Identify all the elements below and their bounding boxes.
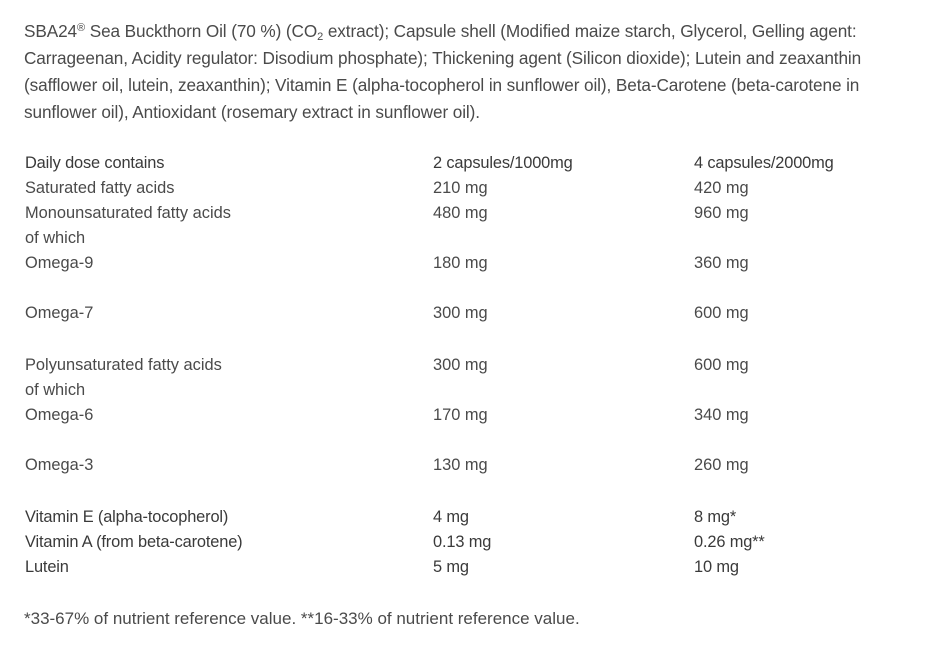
- row-label: Vitamin A (from beta-carotene): [25, 533, 243, 551]
- row-value-2-capsules: 480 mg: [433, 204, 488, 222]
- table-row: [0, 403, 931, 428]
- row-label: Vitamin E (alpha-tocopherol): [25, 508, 229, 526]
- row-value-4-capsules: 420 mg: [694, 179, 749, 197]
- row-value-4-capsules: 0.26 mg**: [694, 533, 765, 551]
- table-row: [0, 505, 931, 530]
- table-header-row: [0, 151, 931, 176]
- header-dose-4-capsules: 4 capsules/2000mg: [694, 154, 834, 172]
- ingredients-text-start: Sea Buckthorn Oil (70 %) (CO: [85, 21, 318, 41]
- table-row: [0, 453, 931, 478]
- ingredients-paragraph: [24, 18, 924, 126]
- ingredients-text-rest: extract); Capsule shell (Modified maize starch, Glycerol, Gelling agent: Carrageenan, Acidity regulator: Disodium phosphate); Thickening agent (Silicon dioxide); Lutein and zeaxanthin (safflower oil, lutein, zeaxanthin); Vitamin E (alpha-tocopherol in sunflower oil), Beta-Carotene (beta-carotene in sunflower oil), Antioxidant (rosemary extract in sunflower oil).: [24, 21, 862, 122]
- row-value-4-capsules: 960 mg: [694, 204, 749, 222]
- table-row: [0, 176, 931, 201]
- row-label: Omega-7: [25, 304, 94, 322]
- row-value-2-capsules: 300 mg: [433, 356, 488, 374]
- row-value-2-capsules: 300 mg: [433, 304, 488, 322]
- row-value-4-capsules: 10 mg: [694, 558, 739, 576]
- row-value-4-capsules: 8 mg*: [694, 508, 737, 526]
- row-value-2-capsules: 180 mg: [433, 254, 488, 272]
- ingredients-prefix: SBA24: [24, 21, 78, 41]
- row-value-4-capsules: 260 mg: [694, 456, 749, 474]
- row-value-4-capsules: 340 mg: [694, 406, 749, 424]
- header-label: Daily dose contains: [25, 154, 165, 172]
- table-row: [0, 251, 931, 276]
- header-dose-2-capsules: 2 capsules/1000mg: [433, 154, 573, 172]
- footnote: *33-67% of nutrient reference value. **16-33% of nutrient reference value.: [24, 609, 580, 628]
- row-label: Omega-9: [25, 254, 94, 272]
- table-row: [0, 555, 931, 580]
- row-value-2-capsules: 0.13 mg: [433, 533, 492, 551]
- row-label: Polyunsaturated fatty acids: [25, 356, 222, 374]
- table-row: [0, 378, 931, 403]
- co2-subscript: 2: [317, 31, 324, 43]
- row-label: Lutein: [25, 558, 69, 576]
- registered-mark: ®: [77, 22, 86, 34]
- row-label: Omega-3: [25, 456, 94, 474]
- table-row: [0, 226, 931, 251]
- row-label: Saturated fatty acids: [25, 179, 175, 197]
- row-value-4-capsules: 600 mg: [694, 304, 749, 322]
- row-value-2-capsules: 170 mg: [433, 406, 488, 424]
- row-label: of which: [25, 229, 86, 247]
- row-value-2-capsules: 5 mg: [433, 558, 469, 576]
- table-row: [0, 530, 931, 555]
- row-value-2-capsules: 4 mg: [433, 508, 469, 526]
- table-row: [0, 201, 931, 226]
- table-row: [0, 301, 931, 326]
- row-value-4-capsules: 600 mg: [694, 356, 749, 374]
- row-value-4-capsules: 360 mg: [694, 254, 749, 272]
- table-row: [0, 353, 931, 378]
- row-label: of which: [25, 381, 86, 399]
- row-value-2-capsules: 130 mg: [433, 456, 488, 474]
- row-label: Monounsaturated fatty acids: [25, 204, 231, 222]
- row-value-2-capsules: 210 mg: [433, 179, 488, 197]
- row-label: Omega-6: [25, 406, 94, 424]
